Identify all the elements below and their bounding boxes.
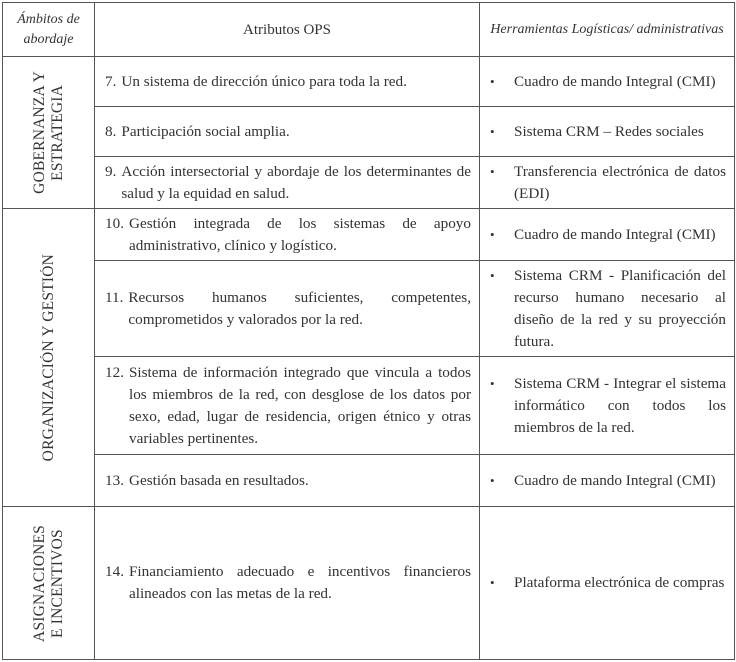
tool-text: Plataforma electrónica de compras [514,574,725,591]
attribute-text: Sistema de información integrado que vincula a todos los miembros de la red, con desglose de los datos por sexo, edad, lugar de residencia, origen étnico y otras variables pertinentes. [128,363,471,447]
table-row [3,107,735,157]
table-row [3,209,735,261]
attribute-text: Recursos humanos suficientes, competentes, comprometidos y valorados por la red. [128,288,471,328]
attribute-number: 12. [105,363,124,381]
bullet-icon: • [490,73,495,89]
tool-cell [480,157,735,209]
attribute-number: 14. [105,563,124,580]
bullet-icon: • [490,375,495,391]
table-row [3,357,735,455]
ops-attributes-table [2,2,735,660]
table-row [3,57,735,107]
header-row [3,3,735,57]
attribute-cell [95,357,480,455]
attribute-cell [95,157,480,209]
bullet-icon: • [490,226,495,242]
bullet-icon: • [490,575,495,590]
tool-cell [480,507,735,660]
tool-cell [480,107,735,157]
tool-cell [480,357,735,455]
attribute-number: 7. [105,72,117,90]
attribute-text: Financiamiento adecuado e incentivos financieros alineados con las metas de la red. [128,563,471,602]
tool-text: Cuadro de mando Integral (CMI) [514,72,716,90]
attribute-cell [95,209,480,261]
attribute-cell [95,57,480,107]
attribute-number: 13. [105,471,124,489]
table-row [3,261,735,357]
tool-cell [480,261,735,357]
bullet-icon: • [490,163,495,179]
group-label-organizacion: ORGANIZACIÓN Y GESTIÓN [39,253,57,462]
attribute-number: 9. [105,162,117,180]
tool-text: Cuadro de mando Integral (CMI) [514,225,716,243]
attribute-text: Acción intersectorial y abordaje de los determinantes de salud y la equidad en salud. [121,162,471,202]
header-herramientas: Herramientas Logísticas/ administrativas [480,3,735,57]
tool-cell [480,57,735,107]
tool-text: Sistema CRM - Planificación del recurso humano necesario al diseño de la red y su proyección futura. [514,266,726,350]
table-row [3,507,735,660]
group-cell-organizacion [3,209,95,507]
attribute-cell [95,261,480,357]
tool-cell [480,209,735,261]
group-label-asignaciones: ASIGNACIONES E INCENTIVOS [30,524,66,642]
group-cell-asignaciones [3,507,95,660]
attribute-number: 10. [105,214,124,232]
bullet-icon: • [490,472,495,488]
attribute-number: 8. [105,122,117,140]
attribute-text: Participación social amplia. [121,122,290,140]
group-label-gobernanza: GOBERNANZA Y ESTRATEGIA [30,71,66,194]
tool-text: Transferencia electrónica de datos (EDI) [514,162,726,202]
attribute-number: 11. [105,288,124,306]
table-row [3,455,735,507]
tool-cell [480,455,735,507]
attribute-cell [95,107,480,157]
tool-text: Sistema CRM - Integrar el sistema informático con todos los miembros de la red. [514,374,726,436]
bullet-icon: • [490,267,495,283]
bullet-icon: • [490,123,495,139]
attribute-text: Gestión integrada de los sistemas de apoyo administrativo, clínico y logístico. [128,214,471,254]
table-row [3,157,735,209]
attribute-text: Gestión basada en resultados. [128,471,309,489]
attribute-cell [95,507,480,660]
tool-text: Sistema CRM – Redes sociales [514,122,704,140]
group-cell-gobernanza [3,57,95,209]
header-atributos: Atributos OPS [95,3,480,57]
attribute-cell [95,455,480,507]
tool-text: Cuadro de mando Integral (CMI) [514,471,716,489]
attribute-text: Un sistema de dirección único para toda la red. [121,72,407,90]
header-ambitos: Ámbitos de abordaje [3,3,95,57]
